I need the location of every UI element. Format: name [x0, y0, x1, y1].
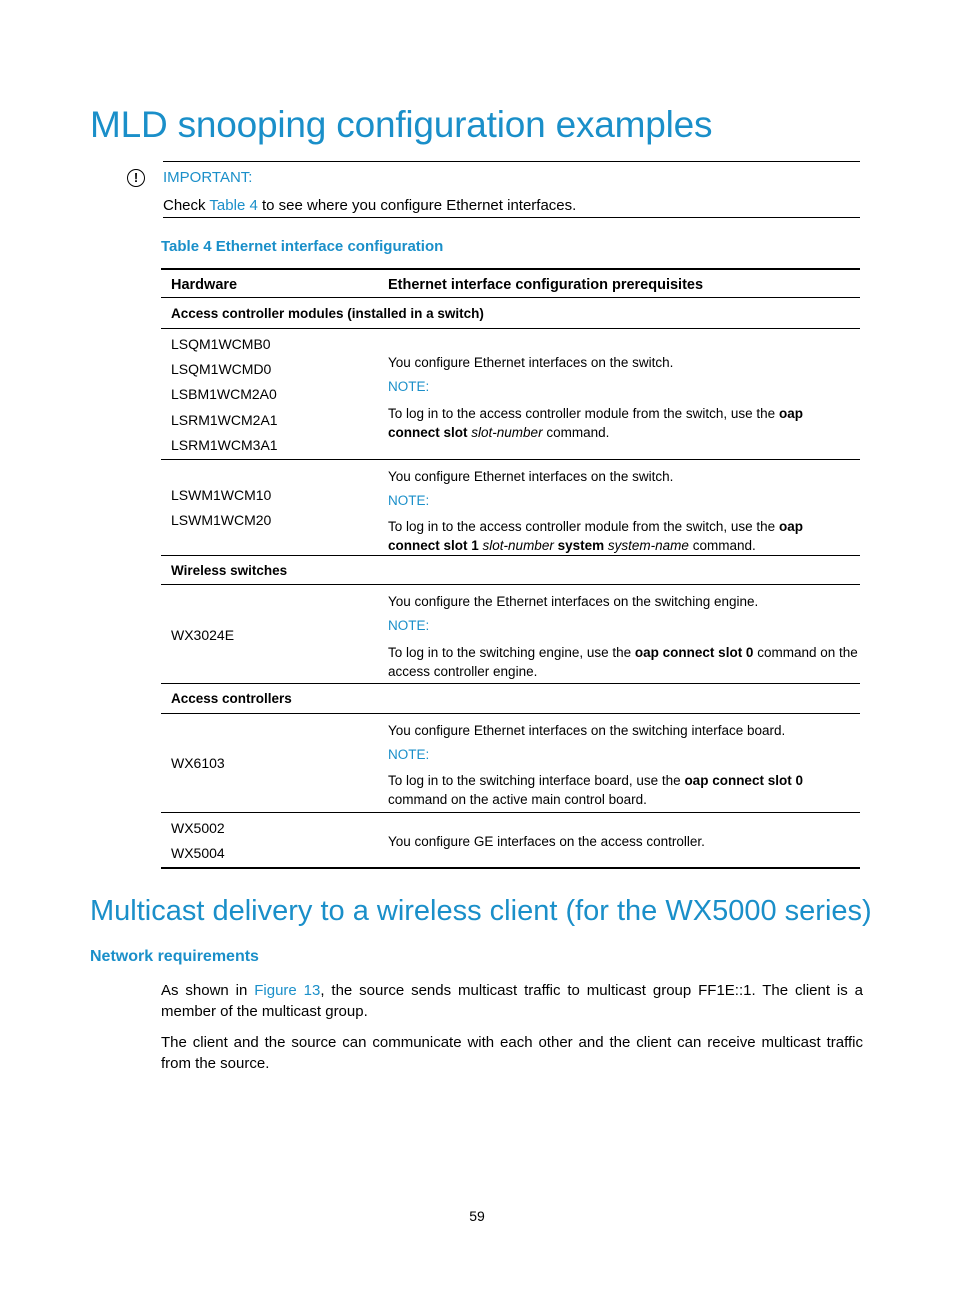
note-text: To log in to the switching interface board, use the oap connect slot 0 command on the active main control board.: [388, 773, 803, 807]
hardware-cell: LSQM1WCMB0: [171, 336, 271, 352]
hardware-cell: WX5004: [171, 845, 225, 861]
subsection-title: Network requirements: [90, 948, 259, 965]
hardware-cell: LSQM1WCMD0: [171, 361, 272, 377]
page-title: MLD snooping configuration examples: [90, 104, 713, 145]
important-rule: [163, 217, 860, 218]
table-row-rule: [161, 713, 860, 714]
section-wireless-switches: Wireless switches: [171, 563, 288, 578]
note-label: NOTE:: [388, 493, 430, 508]
note-label: NOTE:: [388, 747, 430, 762]
hardware-cell: LSWM1WCM20: [171, 512, 272, 528]
table-bottom-rule: [161, 867, 860, 869]
page-number: 59: [469, 1208, 485, 1224]
note-label: NOTE:: [388, 618, 430, 633]
table-row-rule: [161, 584, 860, 585]
table-top-rule: [161, 268, 860, 270]
note-text: To log in to the access controller module from the switch, use the oap connect slot 1 slot-number system system-name command.: [388, 519, 803, 553]
table-row-rule: [161, 459, 860, 460]
hardware-cell: WX5002: [171, 820, 225, 836]
prereq-text: You configure Ethernet interfaces on the switching interface board.: [388, 723, 786, 738]
note-text: To log in to the access controller module from the switch, use the oap connect slot slot-number command.: [388, 406, 803, 440]
hardware-cell: LSBM1WCM2A0: [171, 386, 277, 402]
paragraph: The client and the source can communicate with each other and the client can receive multicast traffic from the source.: [161, 1034, 863, 1072]
header-prerequisites: Ethernet interface configuration prerequisites: [388, 277, 704, 293]
table-header-rule: [161, 297, 860, 298]
paragraph: As shown in Figure 13, the source sends multicast traffic to multicast group FF1E::1. The client is a member of the multicast group.: [161, 982, 863, 1020]
table-row-rule: [161, 812, 860, 813]
prereq-text: You configure GE interfaces on the access controller.: [388, 834, 705, 849]
important-label: IMPORTANT:: [163, 169, 253, 186]
note-text: To log in to the switching engine, use the oap connect slot 0 command on the access controller engine.: [388, 645, 858, 679]
section-access-controller-modules: Access controller modules (installed in a switch): [171, 306, 484, 321]
hardware-cell: LSWM1WCM10: [171, 487, 272, 503]
hardware-cell: LSRM1WCM2A1: [171, 412, 278, 428]
header-hardware: Hardware: [171, 277, 238, 293]
hardware-cell: LSRM1WCM3A1: [171, 437, 278, 453]
title-rule: [163, 161, 860, 162]
important-text: Check Table 4 to see where you configure Ethernet interfaces.: [163, 197, 577, 214]
table-caption: Table 4 Ethernet interface configuration: [161, 238, 444, 255]
section-title: Multicast delivery to a wireless client (for the WX5000 series): [90, 895, 872, 927]
table-4-link[interactable]: Table 4: [209, 197, 258, 214]
hardware-cell: WX3024E: [171, 627, 235, 643]
section-access-controllers: Access controllers: [171, 691, 292, 706]
important-icon: !: [127, 169, 145, 187]
table-row-rule: [161, 328, 860, 329]
note-label: NOTE:: [388, 379, 430, 394]
prereq-text: You configure the Ethernet interfaces on the switching engine.: [388, 594, 759, 609]
prereq-text: You configure Ethernet interfaces on the switch.: [388, 355, 674, 370]
figure-13-link[interactable]: Figure 13: [254, 982, 321, 999]
prereq-text: You configure Ethernet interfaces on the switch.: [388, 469, 674, 484]
table-row-rule: [161, 555, 860, 556]
table-row-rule: [161, 683, 860, 684]
hardware-cell: WX6103: [171, 755, 225, 771]
